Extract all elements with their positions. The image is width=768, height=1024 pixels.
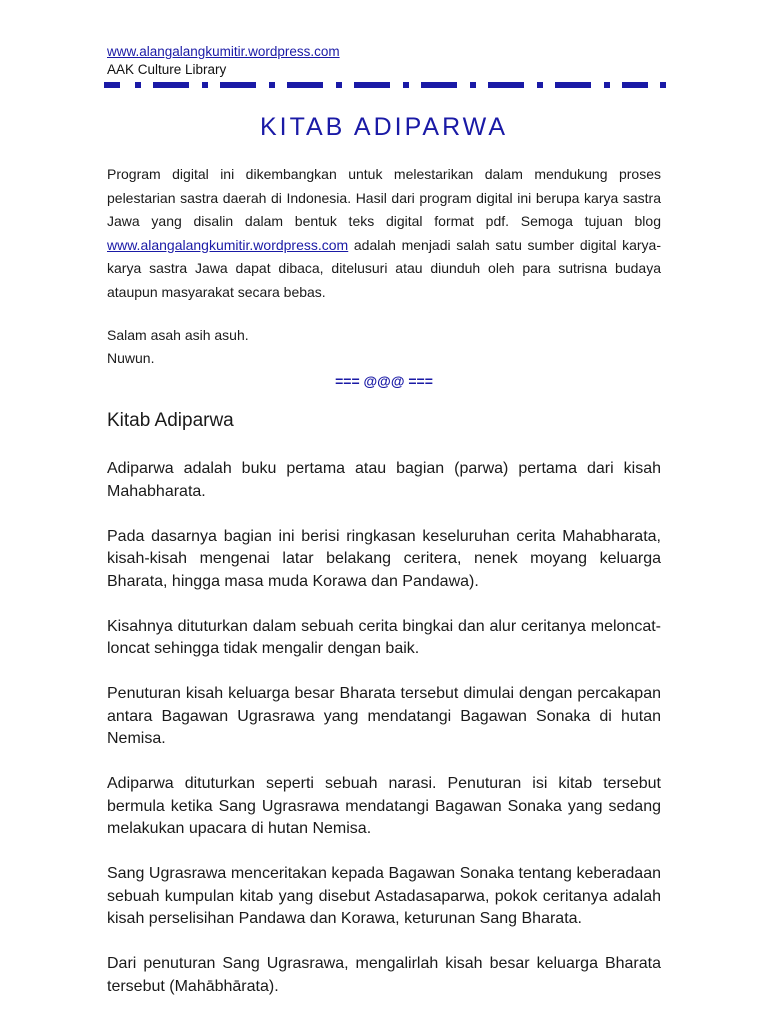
divider-dash [287,82,323,88]
divider-dot [202,82,208,88]
divider-dot [403,82,409,88]
intro-blog-link[interactable]: www.alangalangkumitir.wordpress.com [107,236,349,253]
divider-dash [555,82,591,88]
divider-dot [336,82,342,88]
divider-dash [622,82,648,88]
greeting-line: Nuwun. [107,350,155,366]
body-paragraph: Pada dasarnya bagian ini berisi ringkasan keseluruhan cerita Mahabharata, kisah-kisah mengenai latar belakang ceritera, nenek moyang keluarga Bharata, hingga masa muda Korawa dan Pandawa). [107,527,661,590]
divider-dash [354,82,390,88]
greeting-line: Salam asah asih asuh. [107,327,249,343]
divider-dash [220,82,256,88]
intro-text-after: adalah menjadi salah satu sumber digital karya-karya sastra Jawa dapat dibaca, ditelusuri atau diunduh oleh para sutrisna budaya ataupun masyarakat secara bebas. [107,236,661,300]
body-paragraph: Sang Ugrasrawa menceritakan kepada Bagawan Sonaka tentang keberadaan sebuah kumpulan kitab yang disebut Astadasaparwa, pokok ceritanya adalah kisah perselisihan Pandawa dan Korawa, keturunan Sang Bharata. [107,865,661,927]
page-title: KITAB ADIPARWA [259,113,509,141]
decorative-dash-divider [104,80,670,90]
divider-dash [488,82,524,88]
greeting-block [107,324,249,370]
divider-dash [104,82,120,88]
section-title: Kitab Adiparwa [107,410,234,431]
body-paragraph: Adiparwa dituturkan seperti sebuah narasi. Penuturan isi kitab tersebut bermula ketika Sang Ugrasrawa mendatangi Bagawan Sonaka yang sedang melakukan upacara di hutan Nemisa. [107,775,661,837]
divider-dash [153,82,189,88]
body-paragraph: Kisahnya dituturkan dalam sebuah cerita bingkai dan alur ceritanya meloncat-loncat sehingga tidak mengalir dengan baik. [107,617,661,657]
section-separator: === @@@ === [335,373,433,389]
intro-paragraph [107,163,661,304]
header-library-name: AAK Culture Library [107,62,227,77]
divider-dot [470,82,476,88]
body-paragraph: Penuturan kisah keluarga besar Bharata tersebut dimulai dengan percakapan antara Bagawan Ugrasrawa yang mendatangi Bagawan Sonaka di hutan Nemisa. [107,685,661,747]
divider-dot [269,82,275,88]
body-paragraph: Dari penuturan Sang Ugrasrawa, mengalirlah kisah besar keluarga Bharata tersebut (Mahābhārata). [107,955,661,995]
divider-dot [537,82,543,88]
intro-text-before: Program digital ini dikembangkan untuk melestarikan dalam mendukung proses pelestarian sastra daerah di Indonesia. Hasil dari program digital ini berupa karya sastra Jawa yang disalin dalam bentuk teks digital format pdf. Semoga tujuan blog [107,166,661,229]
body-paragraph: Adiparwa adalah buku pertama atau bagian (parwa) pertama dari kisah Mahabharata. [107,460,661,500]
divider-dot [135,82,141,88]
divider-dot [604,82,610,88]
header-url-link[interactable]: www.alangalangkumitir.wordpress.com [107,44,340,59]
body-text [107,458,661,1021]
divider-dot [660,82,666,88]
divider-dash [421,82,457,88]
